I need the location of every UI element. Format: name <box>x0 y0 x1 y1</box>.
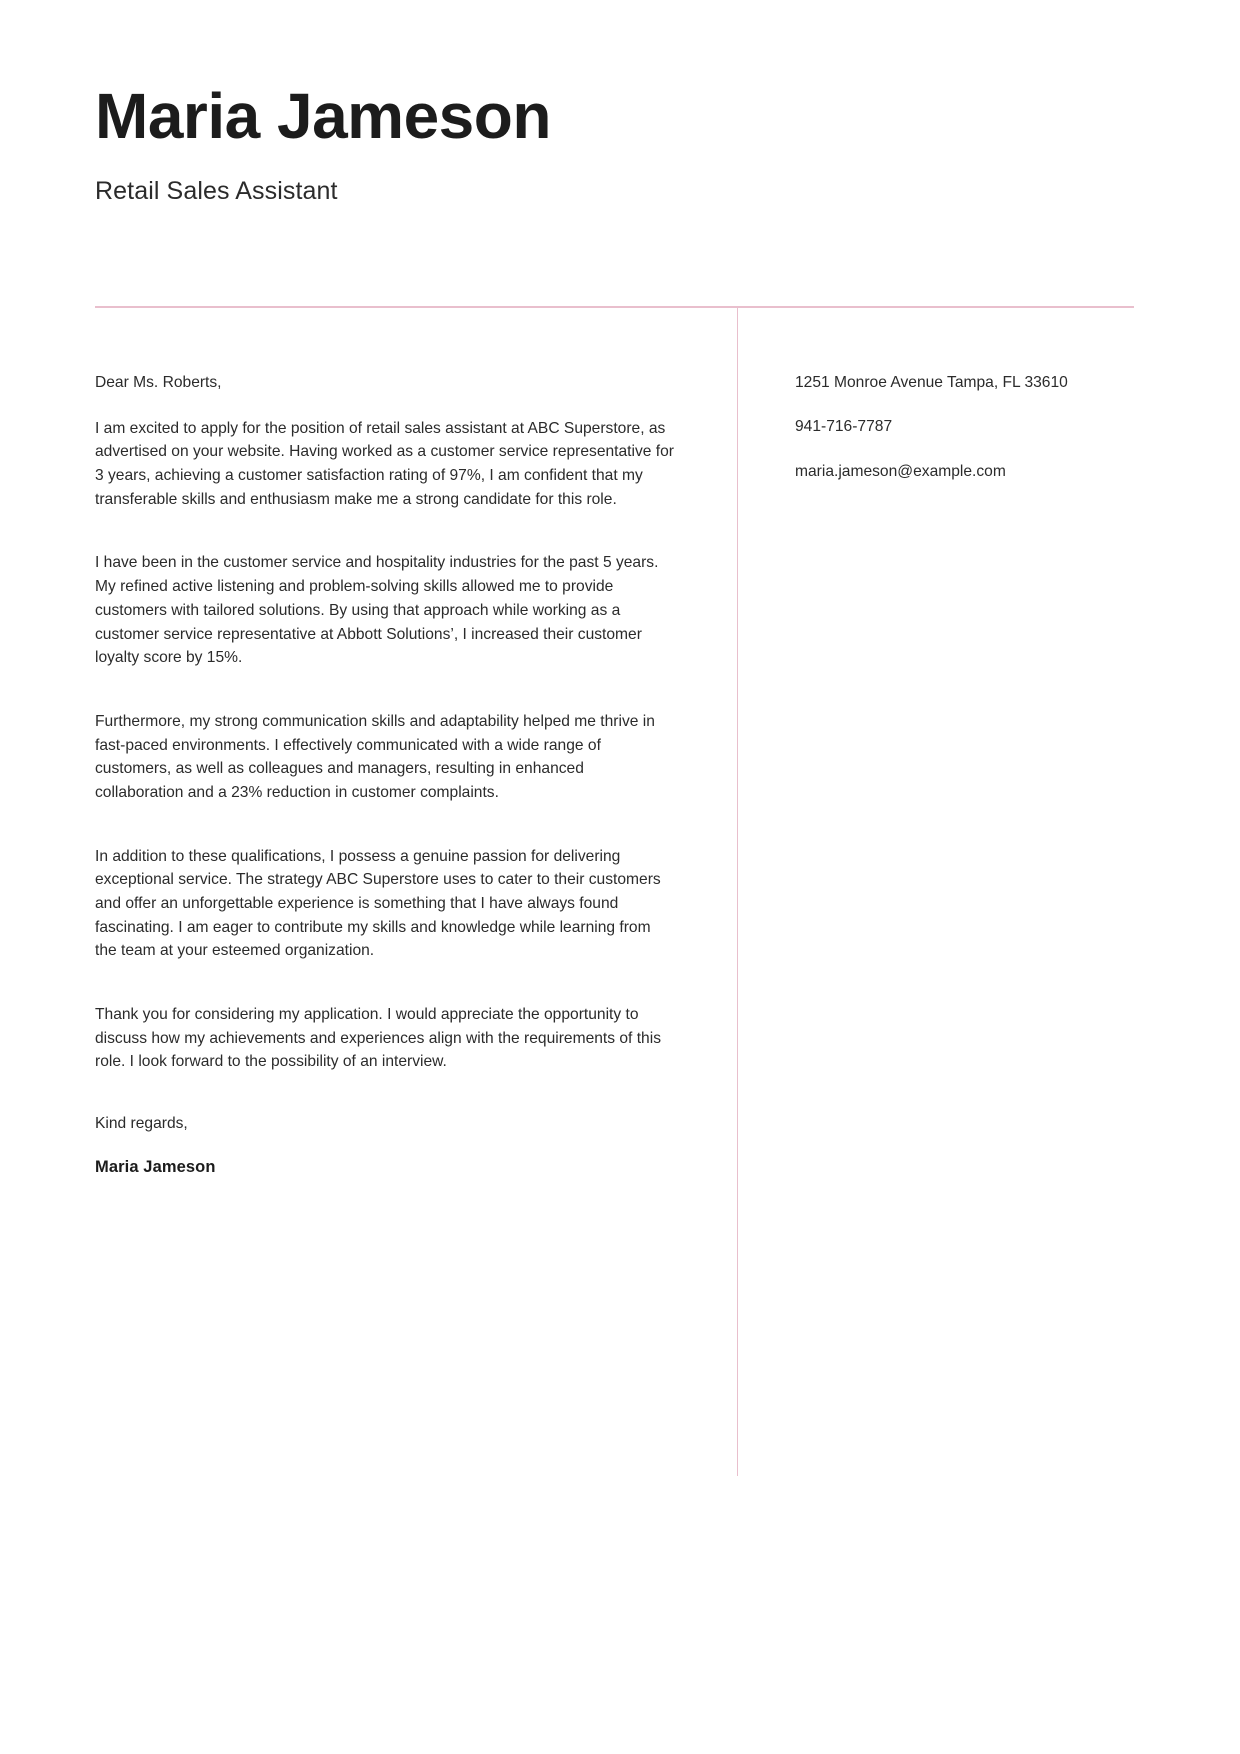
job-title-subtitle: Retail Sales Assistant <box>95 177 338 205</box>
letter-header <box>95 80 1145 206</box>
contact-details <box>795 371 1155 483</box>
letter-body <box>95 371 675 1177</box>
page-title: Maria Jameson <box>95 80 551 152</box>
closing-line: Kind regards, <box>95 1115 188 1133</box>
letter-paragraph-2: I have been in the customer service and hospitality industries for the past 5 years. My refined active listening and problem-solving skills allowed me to provide customers with tailored solutions. By using that approach while working as a customer service representative at Abbott Solutions’, I increased their customer loyalty score by 15%. <box>95 554 659 667</box>
contact-email[interactable]: maria.jameson@example.com <box>795 462 1006 480</box>
letter-paragraph-5: Thank you for considering my application. I would appreciate the opportunity to discuss how my achievements and experiences align with the requirements of this role. I look forward to the possibility of an interview. <box>95 1006 661 1071</box>
signature-name: Maria Jameson <box>95 1157 216 1176</box>
contact-phone: 941-716-7787 <box>795 418 893 436</box>
letter-paragraph-1: I am excited to apply for the position of retail sales assistant at ABC Superstore, as advertised on your website. Having worked as a customer service representative for 3 years, achieving a customer satisfaction rating of 97%, I am confident that my transferable skills and enthusiasm make me a strong candidate for this role. <box>95 419 674 508</box>
letter-paragraph-3: Furthermore, my strong communication skills and adaptability helped me thrive in fast-paced environments. I effectively communicated with a wide range of customers, as well as colleagues and managers, resulting in enhanced collaboration and a 23% reduction in customer complaints. <box>95 712 655 801</box>
letter-paragraph-4: In addition to these qualifications, I possess a genuine passion for delivering exceptional service. The strategy ABC Superstore uses to cater to their customers and offer an unforgettable experience is something that I have always found fascinating. I am eager to contribute my skills and knowledge while learning from the team at your esteemed organization. <box>95 847 661 960</box>
salutation: Dear Ms. Roberts, <box>95 374 222 391</box>
header-divider <box>95 306 1134 308</box>
contact-address: 1251 Monroe Avenue Tampa, FL 33610 <box>795 374 1068 391</box>
column-divider <box>737 308 738 1476</box>
